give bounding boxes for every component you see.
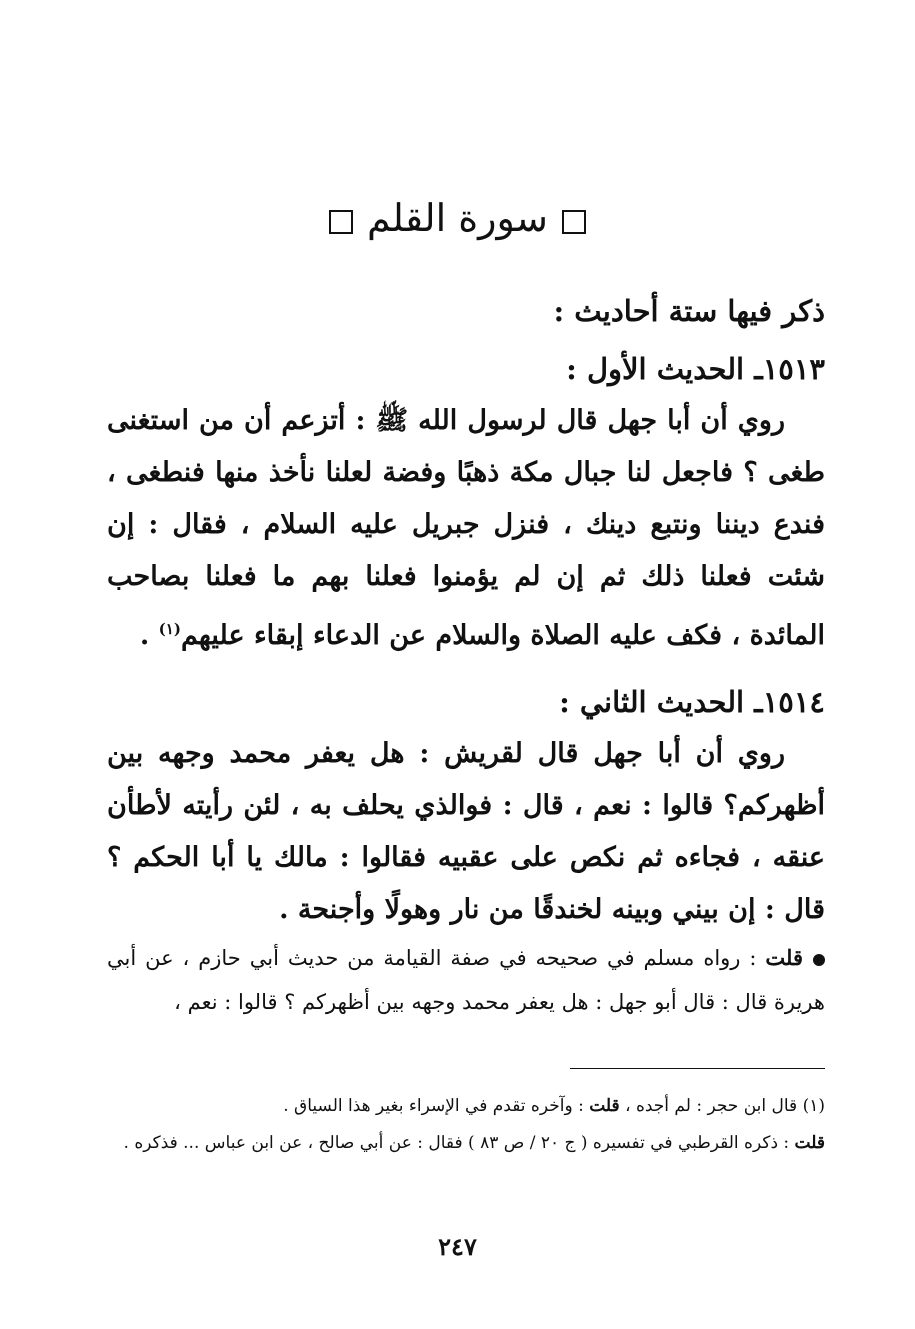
page-number: ٢٤٧	[438, 1232, 477, 1261]
footnote-1-line2	[105, 1125, 825, 1162]
note-label: قلت	[765, 945, 803, 970]
footnotes	[105, 1088, 825, 1162]
footnote-divider	[570, 1068, 825, 1069]
note-text: : رواه مسلم في صحيحه في صفة القيامة من حديث أبي حازم ، عن أبي هريرة قال : قال أبو جهل : هل يعفر محمد وجهه بين أظهركم ؟ قالوا : نعم ،	[107, 946, 825, 1014]
hadith-1514-text: روي أن أبا جهل قال لقريش : هل يعفر محمد وجهه بين أظهركم؟ قالوا : نعم ، قال : فوالذي يحلف به ، لئن رأيته لأطأن عنقه ، فجاءه ثم نكص على عقبيه فقالوا : مالك يا أبا الحكم ؟ قال : إن بيني وبينه لخندقًا من نار وهولًا وأجنحة .	[107, 738, 825, 925]
main-text	[107, 285, 825, 1024]
surah-heading	[0, 190, 915, 246]
box-ornament-right	[562, 210, 586, 234]
footnote-1-start: (١) قال ابن حجر : لم أجده ،	[625, 1096, 825, 1116]
chapter-intro: ذكر فيها ستة أحاديث :	[553, 294, 825, 328]
author-note	[107, 936, 825, 1024]
footnote-1-rest: : وآخره تقدم في الإسراء بغير هذا السياق .	[283, 1096, 590, 1116]
footnote-ref-1: (١)	[158, 620, 181, 638]
footnote-1-label: قلت	[589, 1096, 620, 1116]
hadith-1513-heading: ١٥١٣ـ الحديث الأول :	[566, 352, 825, 386]
footnote-2-label: قلت	[794, 1133, 825, 1153]
hadith-1513-body: روي أن أبا جهل قال لرسول الله ﷺ : أتزعم أن من استغنى طغى ؟ فاجعل لنا جبال مكة ذهبًا وفضة لعلنا نأخذ منها فنطغى ، فندع ديننا ونتبع دينك ، فنزل جبريل عليه السلام ، فقال : إن شئت فعلنا ذلك ثم إن لم يؤمنوا فعلنا بهم ما فعلنا بصاحب المائدة ، فكف عليه الصلاة والسلام عن الدعاء إبقاء عليهم	[107, 405, 825, 651]
bullet-icon	[813, 954, 825, 966]
footnote-1-line1	[105, 1088, 825, 1125]
surah-title: سورة القلم	[366, 196, 549, 240]
footnote-2-rest: : ذكره القرطبي في تفسيره ( ج ٢٠ / ص ٨٣ ) فقال : عن أبي صالح ، عن ابن عباس ... فذكره .	[123, 1133, 795, 1153]
hadith-1513-end: .	[139, 620, 159, 651]
hadith-1514-heading: ١٥١٤ـ الحديث الثاني :	[559, 685, 825, 719]
hadith-1513-text	[107, 395, 825, 662]
box-ornament-left	[329, 210, 353, 234]
